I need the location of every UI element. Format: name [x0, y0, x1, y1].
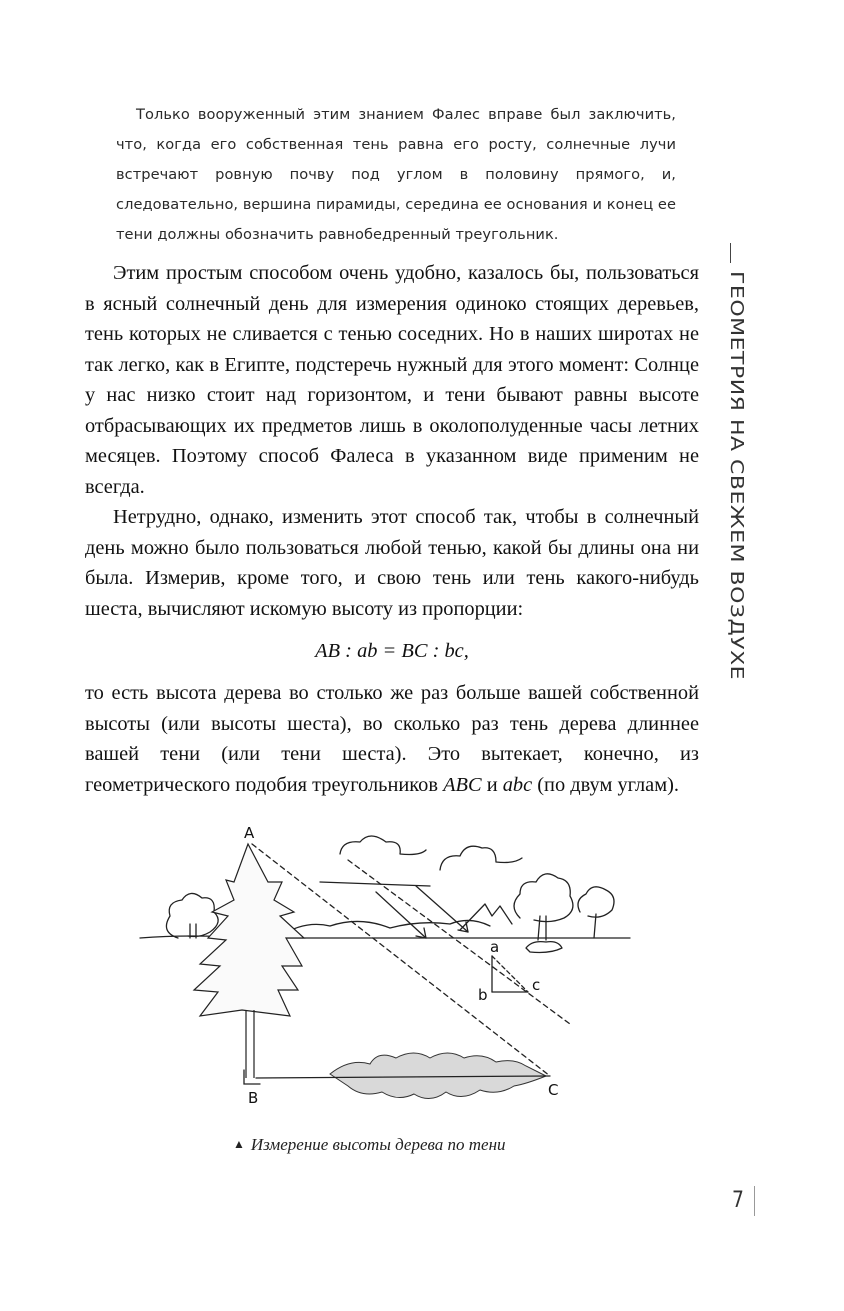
label-B: B — [248, 1089, 259, 1107]
tree-right-1-trunk — [538, 916, 546, 940]
running-header-text: ГЕОМЕТРИЯ НА СВЕЖЕМ ВОЗДУХЕ — [726, 271, 747, 681]
mountain-right — [460, 904, 512, 930]
running-header-rule — [730, 243, 731, 263]
paragraph-3-text-a: то есть высота дерева во столько же раз больше вашей собственной высоты (или высоты шеста), во сколько раз тень дерева длиннее вашей тени (или тени шеста). Это вытекает, конечно, из геометрического подобия треугольников — [85, 682, 699, 796]
illustration-svg — [130, 820, 650, 1120]
quote-paragraph: Только вооруженный этим знанием Фалес вправе был заключить, что, когда его собственная тень равна его росту, солнечные лучи встречают ровную почву под углом в половину прямого, и, следовательно, вершина пирамиды, середина ее основания и конец ее тени должны обозначить равнобедренный треугольник. — [116, 106, 676, 243]
paragraph-3-text-b: (по двум углам). — [532, 773, 680, 796]
triangle-ABC-label: ABC — [443, 773, 482, 796]
rocks-right — [526, 942, 562, 953]
paragraph-2: Нетрудно, однако, изменить этот способ так, чтобы в солнечный день можно было пользоваться любой тенью, какой бы длины она ни была. Измерив, кроме того, и свою тень или тень какого-нибудь шеста, вычисляют искомую высоту из пропорции: — [85, 506, 699, 620]
triangle-marker-icon: ▲ — [233, 1137, 245, 1151]
caption-text: Измерение высоты дерева по тени — [250, 1135, 506, 1154]
label-A: A — [244, 824, 255, 842]
hypotenuse-ac — [492, 956, 528, 992]
figure-caption — [233, 1135, 633, 1155]
paragraph-3-and: и — [481, 773, 503, 796]
page-number: 7 — [732, 1188, 744, 1213]
triangle-abc-label: abc — [502, 773, 533, 796]
running-header — [726, 243, 760, 681]
cloud-small — [320, 882, 430, 886]
spruce-tree — [194, 844, 304, 1078]
tree-shadow-illustration — [130, 820, 650, 1120]
cloud-center — [340, 836, 426, 855]
main-text — [85, 258, 699, 800]
bush-left — [166, 893, 218, 938]
paragraph-3 — [85, 678, 699, 800]
label-b: b — [478, 986, 488, 1004]
tree-right-2 — [578, 887, 614, 917]
label-c: c — [532, 976, 541, 994]
proportion-formula: AB : ab = BC : bc, — [315, 640, 469, 662]
label-C: C — [548, 1081, 559, 1099]
page-number-rule — [754, 1186, 755, 1216]
quote-block — [116, 100, 676, 250]
label-a: a — [490, 938, 500, 956]
sun-ray-2 — [416, 886, 468, 932]
cloud-right — [440, 846, 522, 870]
tree-right-1 — [514, 874, 573, 922]
paragraph-1: Этим простым способом очень удобно, казалось бы, пользоваться в ясный солнечный день для измерения одиноко стоящих деревьев, тень которых не сливается с тенью соседних. Но в наших широтах не так легко, как в Египте, подстеречь нужный для этого момент: Солнце у нас низко стоит над горизонтом, и тени бывают равны высоте отбрасывающих их предметов лишь в околополуденные часы летних месяцев. Поэтому способ Фалеса в указанном виде применим не всегда. — [85, 262, 699, 498]
